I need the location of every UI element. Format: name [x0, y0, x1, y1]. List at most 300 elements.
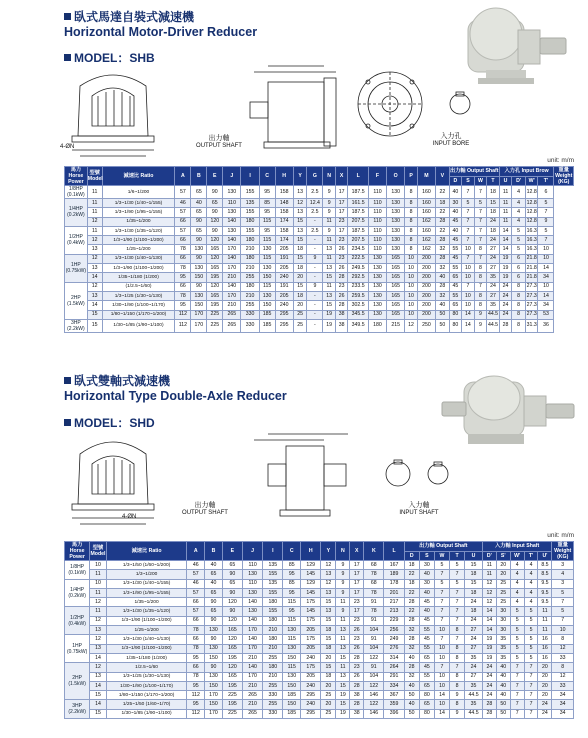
cell-value: 5: [450, 579, 465, 588]
cell-value: 7: [538, 236, 554, 245]
cell-value: 7: [462, 186, 475, 199]
cell-value: 24: [538, 700, 552, 709]
header-out-D: D: [404, 551, 419, 561]
cell-value: 90: [191, 282, 207, 291]
header-dim-I: I: [263, 542, 283, 561]
cell-value: 7: [450, 607, 465, 616]
cell-value: 19: [499, 273, 512, 282]
cell-horse-power: 1/2HP (0.4kW): [65, 607, 90, 635]
table-row: [65, 199, 574, 208]
cell-ratio: 1/3~1/200: [106, 570, 187, 579]
cell-value: 150: [205, 653, 223, 662]
cell-value: 10: [434, 626, 449, 635]
cell-value: 115: [283, 635, 301, 644]
cell-value: 8.5: [538, 561, 552, 570]
cell-model: 14: [90, 700, 106, 709]
cell-value: 17: [350, 588, 364, 597]
cell-value: 178: [384, 579, 404, 588]
cell-value: 24: [465, 616, 483, 625]
cell-value: 162: [417, 236, 435, 245]
cell-value: 34: [552, 709, 574, 718]
cell-value: 140: [243, 616, 263, 625]
cell-value: 8: [474, 301, 487, 310]
cell-value: 130: [205, 672, 223, 681]
cell-ratio: 1/80~1/150 (1/170~1/200): [106, 691, 187, 700]
cell-value: 5: [524, 607, 538, 616]
shd-spec-table: [64, 541, 574, 719]
cell-value: 215: [387, 319, 405, 332]
cell-value: 7: [524, 663, 538, 672]
cell-value: 265: [223, 319, 241, 332]
cell-value: 13: [336, 626, 350, 635]
cell-value: 15: [465, 579, 483, 588]
cell-value: 10: [538, 282, 554, 291]
cell-value: 130: [243, 607, 263, 616]
cell-value: 95: [187, 700, 205, 709]
cell-value: 5: [524, 653, 538, 662]
cell-value: 27.3: [525, 282, 538, 291]
header-output-shaft: 出力軸 Output Shaft: [404, 542, 482, 552]
cell-value: 115: [259, 217, 275, 226]
cell-value: 15: [321, 635, 336, 644]
cell-value: 5: [510, 653, 524, 662]
cell-value: 9: [450, 691, 465, 700]
cell-value: 9: [474, 310, 487, 319]
cell-value: 207.5: [348, 236, 368, 245]
cell-value: 6: [512, 264, 526, 273]
cell-value: 14: [462, 310, 475, 319]
cell-value: 5: [462, 199, 475, 208]
cell-ratio: 1/35~1/180 (1/200): [102, 273, 175, 282]
cell-value: 110: [368, 199, 386, 208]
cell-value: 349.5: [348, 319, 368, 332]
cell-value: 18: [465, 588, 483, 597]
cell-value: 46: [187, 561, 205, 570]
cell-value: 40: [449, 226, 462, 235]
cell-value: 150: [283, 653, 301, 662]
cell-horse-power: 1HP (0.75kW): [65, 635, 90, 663]
cell-value: 155: [263, 607, 283, 616]
header-dim-G: G: [307, 167, 323, 186]
cell-ratio: 1/3~1/30 (1/40~1/130): [102, 254, 175, 263]
cell-value: 170: [191, 319, 207, 332]
cell-value: 23: [350, 635, 364, 644]
header-dim-Y: Y: [293, 167, 307, 186]
cell-value: 191: [275, 282, 293, 291]
cell-value: 10: [538, 245, 554, 254]
cell-value: 195: [222, 653, 242, 662]
table-row: [65, 616, 574, 625]
cell-value: 22: [436, 186, 450, 199]
cell-value: 155: [263, 588, 283, 597]
cell-value: 195: [207, 273, 223, 282]
header-dim-B: B: [205, 542, 223, 561]
cell-value: 55: [419, 672, 434, 681]
cell-value: 120: [207, 254, 223, 263]
cell-value: 90: [205, 663, 223, 672]
cell-value: 34: [538, 273, 554, 282]
cell-value: 20: [538, 663, 552, 672]
cell-value: 19: [336, 709, 350, 718]
cell-value: 11: [336, 663, 350, 672]
cell-value: 7: [462, 217, 475, 226]
cell-value: 110: [368, 208, 386, 217]
cell-value: 4: [512, 217, 526, 226]
cell-value: 18: [404, 561, 419, 570]
cell-ratio: 1/25~1/200: [106, 626, 187, 635]
cell-value: 15: [336, 681, 350, 690]
cell-value: 38: [350, 691, 364, 700]
cell-value: 13: [323, 264, 336, 273]
cell-value: 19: [323, 319, 336, 332]
shd-label-4-phi-n: 4-ØN: [122, 514, 137, 520]
cell-value: 8: [405, 236, 418, 245]
shb-label-4-phi-n: 4-ØN: [60, 144, 75, 150]
cell-value: 130: [368, 310, 386, 319]
cell-ratio: 1/3~1/50 (1/60~1/200): [106, 561, 187, 570]
cell-value: 24: [482, 672, 496, 681]
cell-value: 120: [207, 217, 223, 226]
header-out-W: W: [474, 176, 487, 186]
cell-value: 210: [223, 273, 241, 282]
header-dim-N: N: [336, 542, 350, 561]
cell-value: 27: [465, 626, 483, 635]
cell-value: 4: [510, 598, 524, 607]
table-row: [65, 626, 574, 635]
cell-value: 40: [205, 579, 223, 588]
cell-value: 7: [462, 282, 475, 291]
cell-value: 32: [404, 672, 419, 681]
cell-value: 22: [404, 588, 419, 597]
cell-value: 9: [336, 561, 350, 570]
cell-value: 195: [222, 700, 242, 709]
cell-value: 180: [263, 635, 283, 644]
cell-value: 10: [434, 681, 449, 690]
cell-value: 95: [187, 653, 205, 662]
cell-value: 95: [283, 570, 301, 579]
cell-value: 90: [191, 217, 207, 226]
cell-value: 195: [207, 301, 223, 310]
cell-value: 5: [524, 626, 538, 635]
cell-value: 24: [465, 635, 483, 644]
cell-value: 165: [207, 245, 223, 254]
cell-value: 170: [223, 245, 241, 254]
cell-value: 120: [222, 663, 242, 672]
cell-value: 28: [404, 616, 419, 625]
cell-value: 130: [368, 254, 386, 263]
cell-value: 240: [275, 273, 293, 282]
header-out-S: S: [462, 176, 475, 186]
cell-value: 35: [496, 644, 510, 653]
cell-value: 180: [241, 254, 259, 263]
cell-value: 135: [263, 561, 283, 570]
cell-value: 9.5: [538, 598, 552, 607]
cell-value: 16.3: [525, 226, 538, 235]
cell-value: 150: [191, 273, 207, 282]
cell-value: 205: [301, 626, 321, 635]
header-ratio: 減速比 Ratio: [102, 167, 175, 186]
cell-value: 45: [449, 236, 462, 245]
cell-value: 167: [384, 561, 404, 570]
cell-value: 20: [321, 681, 336, 690]
cell-value: 185: [283, 709, 301, 718]
cell-value: 112: [175, 319, 191, 332]
cell-ratio: 1/3~1/30 (1/40~1/155): [106, 579, 187, 588]
cell-value: 30: [496, 607, 510, 616]
table-row: [65, 561, 574, 570]
cell-value: 40: [404, 700, 419, 709]
cell-value: 145: [301, 607, 321, 616]
cell-value: 31.3: [525, 319, 538, 332]
cell-value: 249: [384, 635, 404, 644]
cell-value: 7: [474, 186, 487, 199]
cell-value: 10: [405, 273, 418, 282]
cell-value: 165: [222, 644, 242, 653]
cell-ratio: 1/3~1/90 (1/100~1/200): [106, 644, 187, 653]
cell-value: 19: [482, 653, 496, 662]
cell-value: 110: [368, 226, 386, 235]
cell-value: 8.5: [538, 570, 552, 579]
header-in-U: U: [499, 176, 512, 186]
cell-value: 17: [335, 199, 348, 208]
cell-value: 7: [474, 236, 487, 245]
cell-value: 11: [323, 254, 336, 263]
cell-model: 15: [87, 319, 102, 332]
header-weight: 重量 Weight (KG): [555, 167, 573, 185]
cell-value: 2.5: [307, 226, 323, 235]
cell-value: 6: [512, 254, 526, 263]
cell-value: 45: [419, 663, 434, 672]
cell-value: 11: [323, 236, 336, 245]
cell-value: 21.8: [525, 264, 538, 273]
cell-value: 14: [482, 626, 496, 635]
cell-value: 259.5: [348, 291, 368, 300]
header-out-S: S: [419, 551, 434, 561]
cell-value: 44.5: [487, 310, 500, 319]
cell-value: 7: [510, 700, 524, 709]
cell-value: 165: [207, 264, 223, 273]
header-in-D': D': [512, 176, 526, 186]
cell-value: 334: [384, 681, 404, 690]
cell-value: 210: [263, 644, 283, 653]
cell-value: 90: [205, 635, 223, 644]
cell-value: 5: [512, 236, 526, 245]
table-row: [65, 588, 574, 597]
cell-model: 13: [87, 245, 102, 254]
cell-value: 95: [187, 681, 205, 690]
cell-value: 4: [552, 570, 574, 579]
cell-ratio: 1/3~1/90 (1/100~1/200): [102, 236, 175, 245]
cell-value: 4: [510, 570, 524, 579]
table-row: [65, 282, 574, 291]
cell-value: 140: [243, 635, 263, 644]
cell-value: 50: [404, 691, 419, 700]
cell-value: 55: [419, 644, 434, 653]
cell-value: 19: [323, 310, 336, 319]
cell-value: 110: [368, 186, 386, 199]
cell-value: 104: [364, 644, 384, 653]
header-dim-X: X: [335, 167, 348, 186]
cell-value: 13: [321, 588, 336, 597]
cell-value: 5: [524, 616, 538, 625]
cell-model: 11: [90, 570, 106, 579]
cell-horse-power: 1/8HP (0.1kW): [65, 561, 90, 580]
cell-value: 115: [283, 616, 301, 625]
cell-ratio: 1/25~1/50 (1/60~1/70): [106, 700, 187, 709]
cell-value: 130: [191, 245, 207, 254]
cell-value: 18: [465, 607, 483, 616]
cell-value: 55: [449, 264, 462, 273]
header-dim-B: B: [191, 167, 207, 186]
cell-value: 12: [321, 579, 336, 588]
cell-value: 23: [350, 598, 364, 607]
cell-value: 13: [293, 186, 307, 199]
cell-value: 34: [552, 691, 574, 700]
cell-model: 12: [90, 616, 106, 625]
cell-value: 155: [263, 570, 283, 579]
cell-value: 11: [499, 208, 512, 217]
cell-value: 7: [524, 672, 538, 681]
cell-value: 185: [283, 691, 301, 700]
cell-value: 162: [417, 245, 435, 254]
table-row: [65, 310, 574, 319]
cell-value: 7: [434, 663, 449, 672]
cell-value: 18: [321, 644, 336, 653]
cell-value: 40: [436, 301, 450, 310]
cell-value: 90: [205, 598, 223, 607]
cell-value: 120: [222, 598, 242, 607]
cell-value: 45: [449, 254, 462, 263]
cell-value: 11: [323, 282, 336, 291]
header-dim-N: N: [323, 167, 336, 186]
cell-value: 45: [419, 598, 434, 607]
cell-value: 90: [222, 570, 242, 579]
table-row: [65, 226, 574, 235]
cell-value: 158: [275, 226, 293, 235]
cell-value: 57: [175, 226, 191, 235]
cell-value: 130: [243, 588, 263, 597]
cell-value: 122: [364, 700, 384, 709]
cell-value: 50: [436, 319, 450, 332]
cell-value: 115: [283, 598, 301, 607]
cell-value: 30: [419, 579, 434, 588]
cell-value: 146: [364, 691, 384, 700]
cell-value: 330: [241, 310, 259, 319]
cell-value: 189: [384, 570, 404, 579]
cell-value: -: [307, 273, 323, 282]
cell-value: 115: [259, 254, 275, 263]
cell-value: 110: [243, 579, 263, 588]
shb-dimension-drawing: [58, 56, 478, 160]
cell-value: 65: [191, 186, 207, 199]
cell-ratio: 1/3~1/90 (1/95~1/155): [106, 588, 187, 597]
cell-value: 17: [350, 570, 364, 579]
cell-value: 21.8: [525, 254, 538, 263]
cell-value: 7: [462, 236, 475, 245]
cell-value: 46: [175, 199, 191, 208]
cell-value: 5: [434, 579, 449, 588]
header-dim-F: F: [368, 167, 386, 186]
cell-value: 17: [335, 186, 348, 199]
cell-value: 12: [321, 561, 336, 570]
cell-value: 35: [465, 700, 483, 709]
cell-value: 10: [462, 273, 475, 282]
cell-value: 18: [293, 291, 307, 300]
cell-value: 11: [482, 570, 496, 579]
header-dim-O: O: [387, 167, 405, 186]
cell-value: 130: [387, 236, 405, 245]
table-row: [65, 245, 574, 254]
cell-value: 32: [436, 264, 450, 273]
cell-model: 11: [90, 607, 106, 616]
header-in-T': T': [524, 551, 538, 561]
cell-value: 46: [187, 579, 205, 588]
header-dim-A: A: [187, 542, 205, 561]
cell-value: 8: [450, 700, 465, 709]
cell-value: 11: [499, 199, 512, 208]
cell-value: 25: [496, 579, 510, 588]
header-dim-K: K: [364, 542, 384, 561]
cell-value: 23: [335, 282, 348, 291]
cell-value: 57: [187, 607, 205, 616]
header-dim-C: C: [259, 167, 275, 186]
cell-value: 240: [301, 681, 321, 690]
header-in-T': T': [538, 176, 554, 186]
table-row: [65, 681, 574, 690]
cell-value: 15: [323, 273, 336, 282]
cell-value: 13: [293, 226, 307, 235]
cell-model: 13: [90, 644, 106, 653]
cell-value: 28: [436, 254, 450, 263]
cell-value: 35: [487, 273, 500, 282]
cell-value: 130: [191, 264, 207, 273]
cell-value: 240: [301, 700, 321, 709]
cell-ratio: 1/3~1/30 (1/35~1/120): [102, 226, 175, 235]
cell-value: 11: [482, 561, 496, 570]
header-dim-L: L: [384, 542, 404, 561]
cell-value: 7: [538, 208, 554, 217]
cell-value: 165: [222, 672, 242, 681]
cell-value: 28: [436, 217, 450, 226]
cell-value: 10: [462, 301, 475, 310]
cell-value: 201: [384, 588, 404, 597]
cell-horse-power: 3HP (2.2kW): [65, 700, 90, 719]
cell-value: 17: [335, 208, 348, 217]
cell-value: 122: [364, 681, 384, 690]
cell-value: 66: [175, 254, 191, 263]
table-row: [65, 579, 574, 588]
cell-value: 7: [524, 681, 538, 690]
cell-value: 130: [205, 644, 223, 653]
cell-value: 158: [275, 208, 293, 217]
cell-value: 130: [259, 264, 275, 273]
cell-ratio: 1/30~1/85 (1/90~1/100): [102, 319, 175, 332]
cell-value: 180: [241, 282, 259, 291]
cell-value: 28: [350, 700, 364, 709]
cell-value: 95: [259, 208, 275, 217]
table-row: [65, 644, 574, 653]
cell-ratio: 1/3~1/30 (1/40~1/155): [102, 199, 175, 208]
cell-value: 19: [482, 635, 496, 644]
cell-model: 15: [87, 310, 102, 319]
cell-value: 200: [417, 273, 435, 282]
cell-value: 5: [450, 561, 465, 570]
header-input-shaft: 入力軸 Input Shaft: [482, 542, 551, 552]
cell-value: 233.5: [348, 282, 368, 291]
header-model: 型號 Model: [87, 167, 102, 186]
cell-value: 7: [474, 254, 487, 263]
cell-value: 180: [263, 663, 283, 672]
